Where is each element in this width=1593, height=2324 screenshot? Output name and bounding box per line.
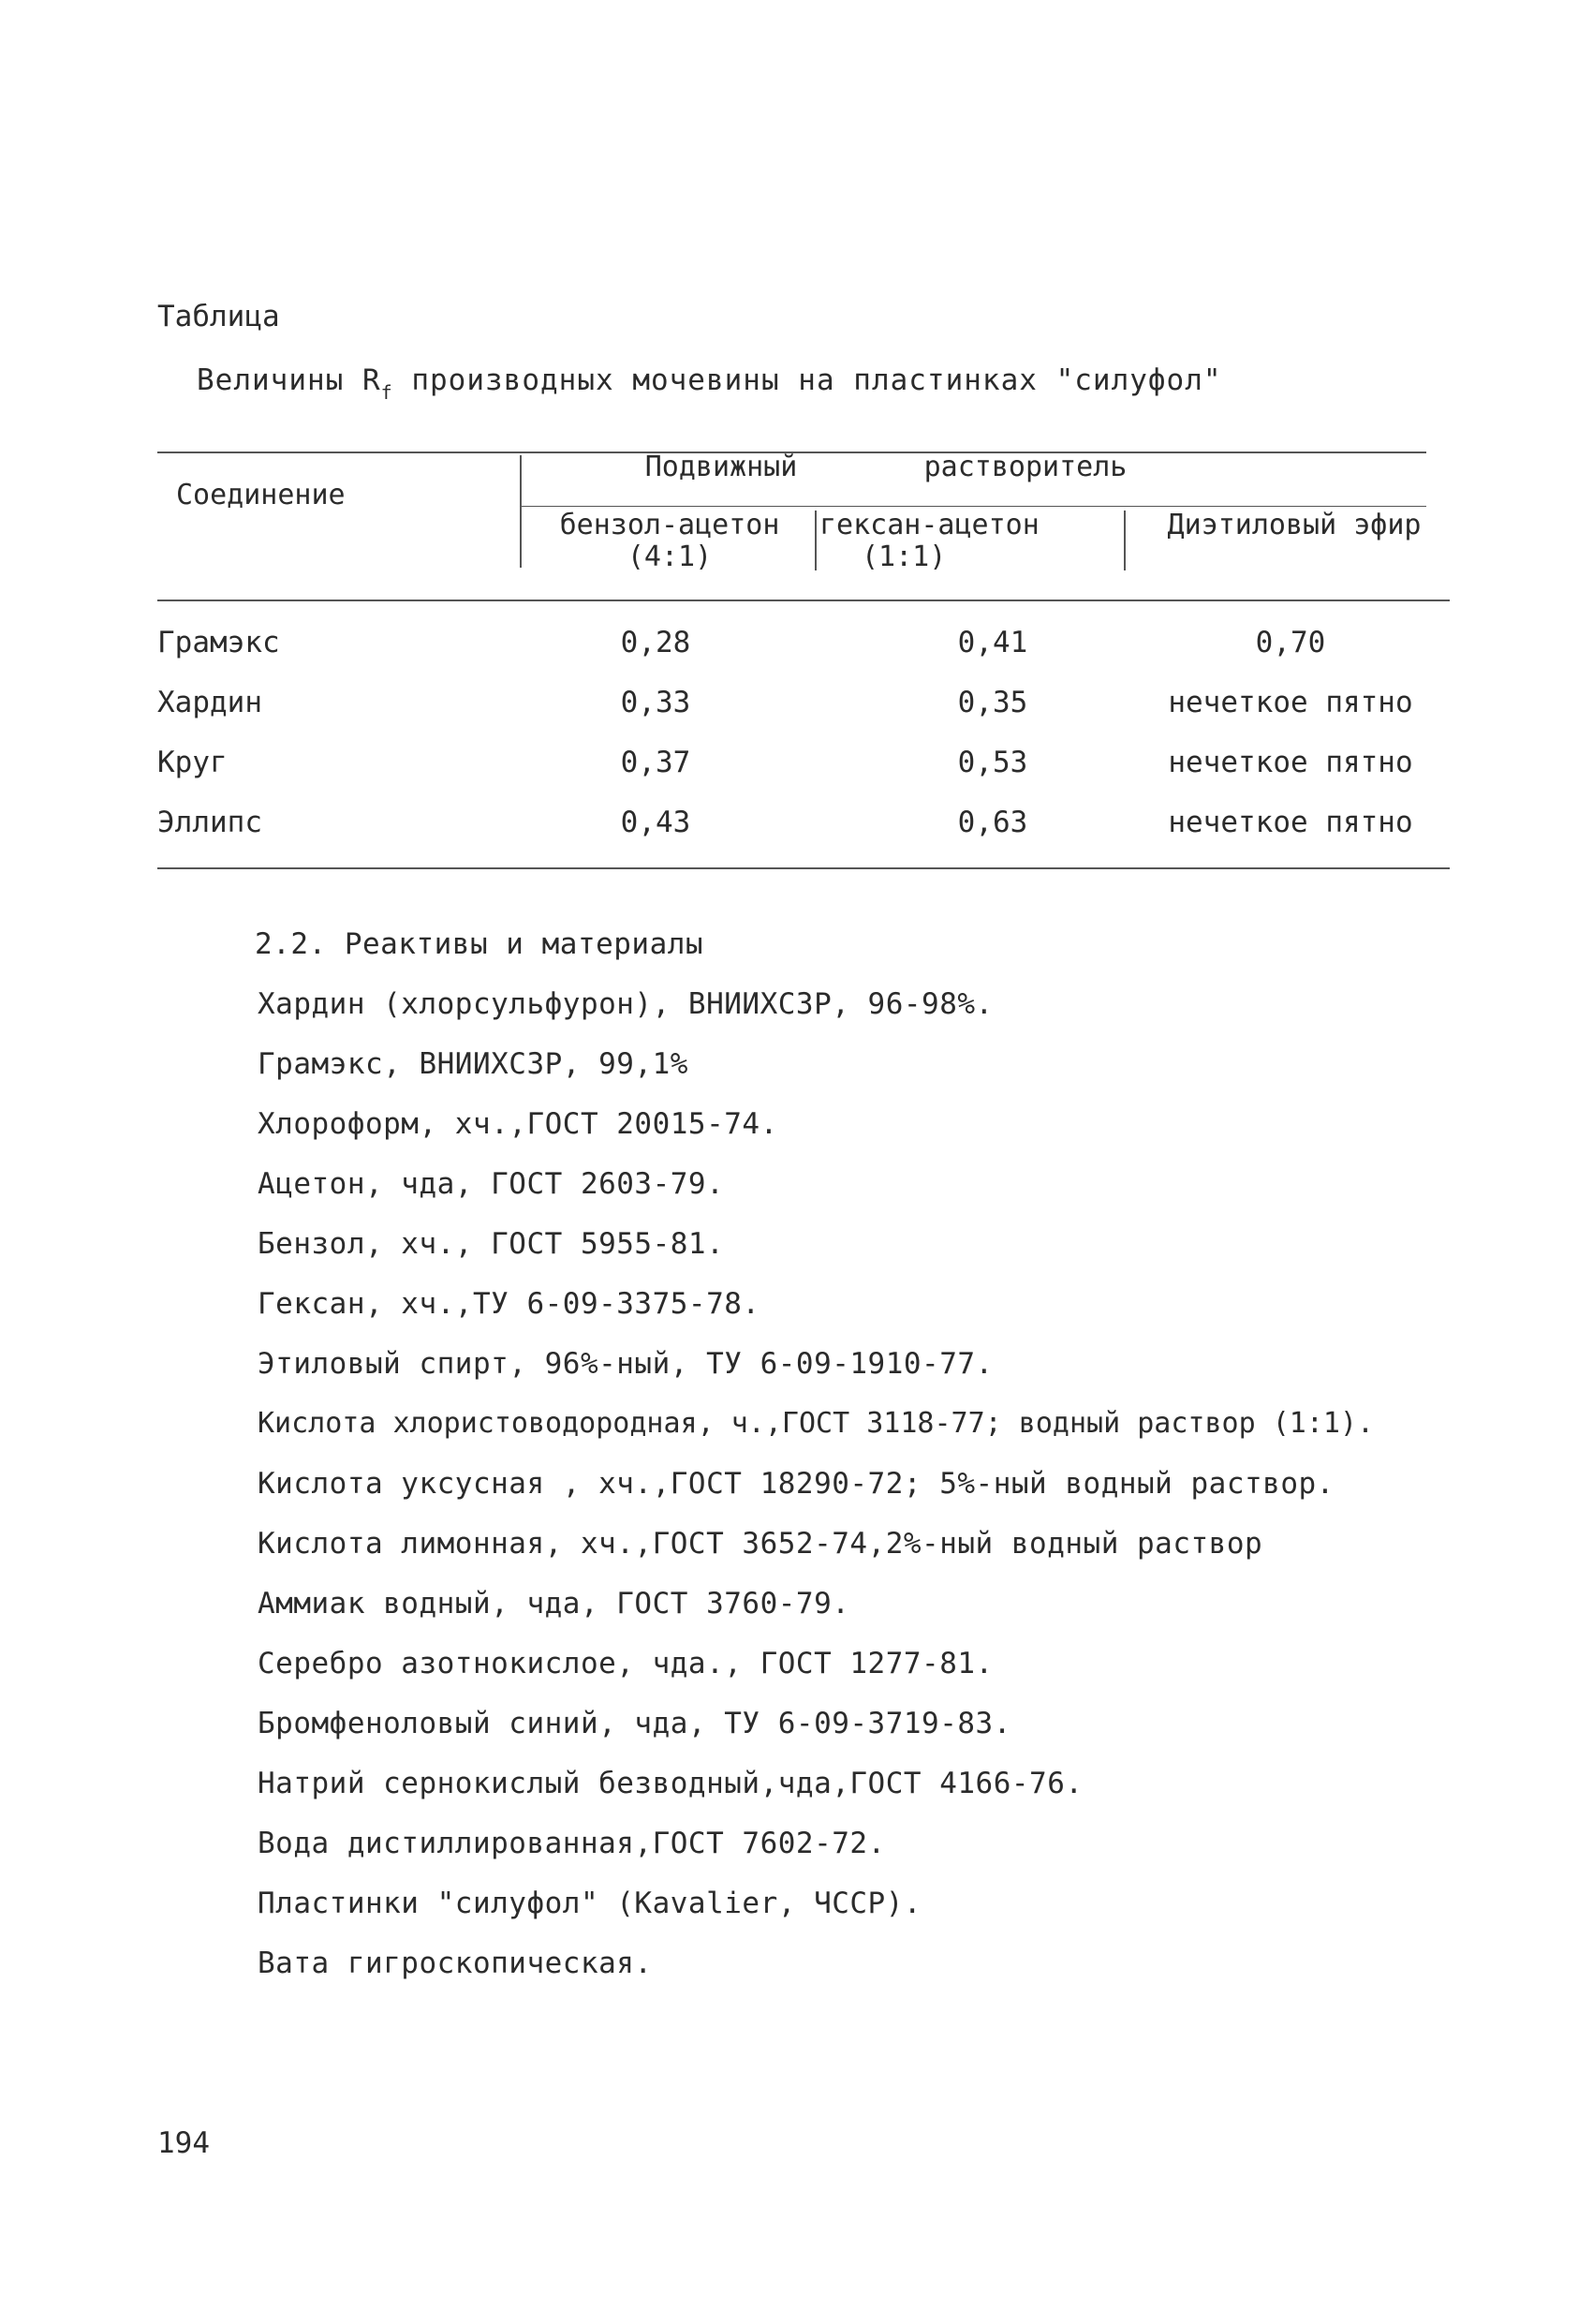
list-item: Кислота хлористоводородная, ч.,ГОСТ 3118-77; водный раствор (1:1). bbox=[258, 1407, 1375, 1440]
list-item: Пластинки "силуфол" (Kavalier, ЧССР). bbox=[258, 1887, 922, 1920]
row-name: Эллипс bbox=[157, 806, 262, 839]
row-value-1: 0,43 bbox=[620, 806, 691, 839]
list-item: Хлороформ, хч.,ГОСТ 20015-74. bbox=[258, 1107, 778, 1141]
list-item: Натрий сернокислый безводный,чда,ГОСТ 4166-76. bbox=[258, 1767, 1084, 1800]
header-col3: Диэтиловый эфир bbox=[1167, 509, 1422, 541]
list-item: Серебро азотнокислое, чда., ГОСТ 1277-81. bbox=[258, 1647, 994, 1680]
row-value-2: 0,35 bbox=[957, 686, 1028, 719]
header-col1-line2: (4:1) bbox=[627, 540, 713, 573]
row-name: Круг bbox=[157, 746, 228, 779]
caption-prefix: Величины R bbox=[197, 363, 381, 397]
header-col1 bbox=[529, 510, 810, 573]
table-label: Таблица bbox=[157, 300, 280, 333]
row-value-3: нечеткое пятно bbox=[1168, 686, 1413, 719]
header-col2-line1: гексан-ацетон bbox=[819, 509, 1040, 541]
list-item: Грамэкс, ВНИИХСЗР, 99,1% bbox=[258, 1047, 688, 1081]
list-item: Вата гигроскопическая. bbox=[258, 1947, 653, 1980]
list-item: Бензол, хч., ГОСТ 5955-81. bbox=[258, 1227, 725, 1261]
list-item: Кислота уксусная , хч.,ГОСТ 18290-72; 5%-ный водный раствор. bbox=[258, 1467, 1335, 1501]
header-col2 bbox=[819, 510, 1072, 573]
row-value-1: 0,28 bbox=[620, 626, 691, 659]
header-compound: Соединение bbox=[176, 479, 346, 511]
table-bottom-rule bbox=[157, 867, 1450, 869]
row-value-2: 0,63 bbox=[957, 806, 1028, 839]
row-value-3: 0,70 bbox=[1255, 626, 1326, 659]
list-item: Аммиак водный, чда, ГОСТ 3760-79. bbox=[258, 1587, 850, 1621]
list-item: Этиловый спирт, 96%-ный, ТУ 6-09-1910-77. bbox=[258, 1347, 994, 1381]
caption-suffix: производных мочевины на пластинках "силуфол" bbox=[392, 363, 1222, 397]
header-divider-3 bbox=[1124, 511, 1126, 570]
section-heading: 2.2. Реактивы и материалы bbox=[255, 927, 704, 961]
header-group-left: Подвижный bbox=[644, 451, 798, 483]
row-value-1: 0,33 bbox=[620, 686, 691, 719]
row-value-2: 0,53 bbox=[957, 746, 1028, 779]
list-item: Кислота лимонная, хч.,ГОСТ 3652-74,2%-ный водный раствор bbox=[258, 1527, 1263, 1561]
row-value-3: нечеткое пятно bbox=[1168, 806, 1413, 839]
header-divider-1 bbox=[520, 455, 522, 568]
row-value-1: 0,37 bbox=[620, 746, 691, 779]
header-col2-line2: (1:1) bbox=[862, 540, 947, 573]
list-item: Бромфеноловый синий, чда, ТУ 6-09-3719-83. bbox=[258, 1707, 1011, 1740]
header-bottom-rule bbox=[157, 600, 1450, 601]
row-name: Грамэкс bbox=[157, 626, 280, 659]
header-group-right: растворитель bbox=[923, 451, 1128, 483]
list-item: Хардин (хлорсульфурон), ВНИИХСЗР, 96-98%. bbox=[258, 987, 994, 1021]
header-divider-2 bbox=[815, 511, 817, 570]
table-caption bbox=[197, 363, 1222, 404]
list-item: Вода дистиллированная,ГОСТ 7602-72. bbox=[258, 1827, 886, 1860]
header-group-rule bbox=[521, 506, 1426, 507]
page-number: 194 bbox=[157, 2126, 210, 2160]
row-name: Хардин bbox=[157, 686, 262, 719]
caption-subscript: f bbox=[380, 381, 393, 404]
list-item: Гексан, хч.,ТУ 6-09-3375-78. bbox=[258, 1287, 760, 1321]
row-value-2: 0,41 bbox=[957, 626, 1028, 659]
list-item: Ацетон, чда, ГОСТ 2603-79. bbox=[258, 1167, 725, 1201]
header-col1-line1: бензол-ацетон bbox=[559, 509, 780, 541]
row-value-3: нечеткое пятно bbox=[1168, 746, 1413, 779]
